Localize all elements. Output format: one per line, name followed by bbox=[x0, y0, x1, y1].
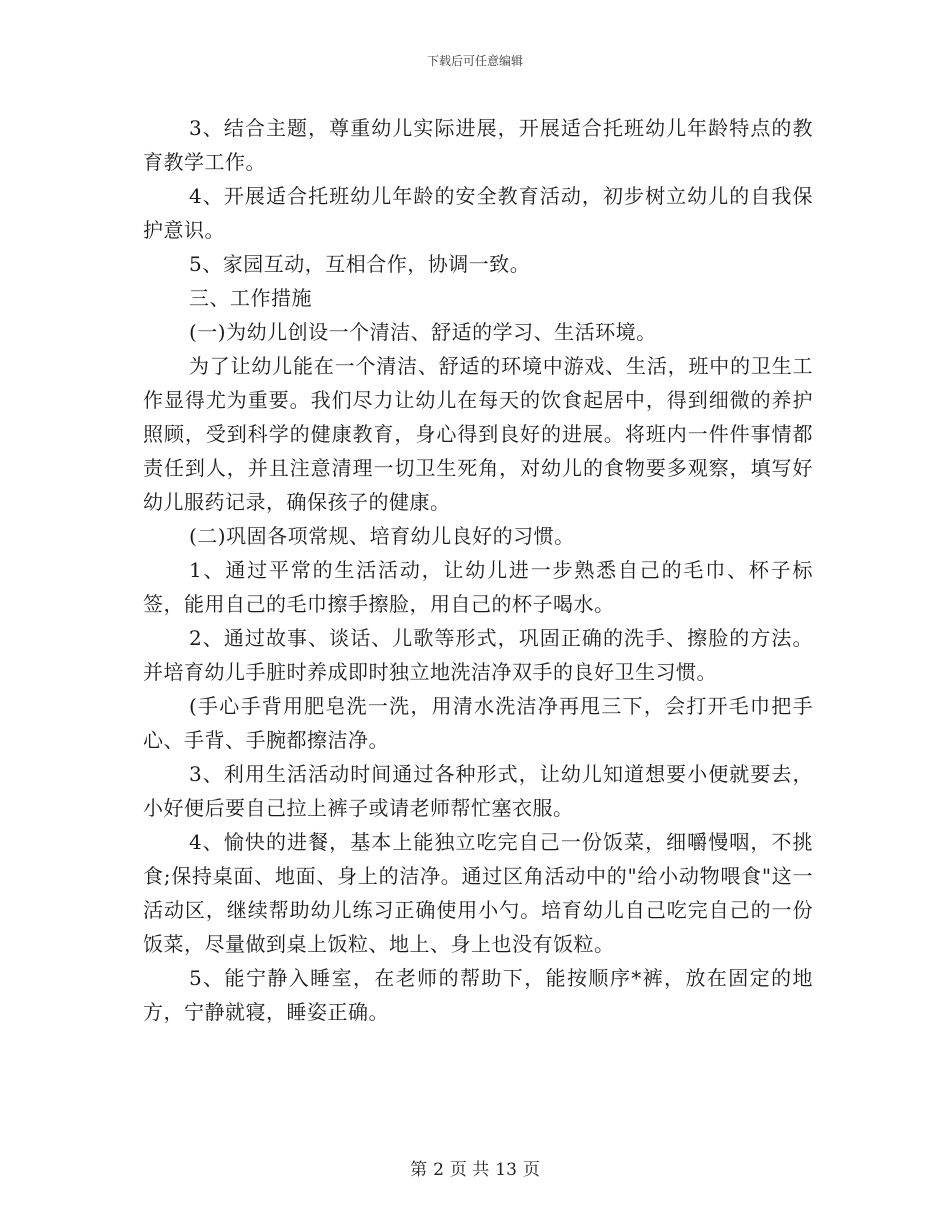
subheading-environment: (一)为幼儿创设一个清洁、舒适的学习、生活环境。 bbox=[189, 320, 657, 344]
paragraph-environment: 为了让幼儿能在一个清洁、舒适的环境中游戏、生活，班中的卫生工作显得尤为重要。我们尽力让幼儿在每天的饮食起居中，得到细微的养护照顾，受到科学的健康教育，身心得到良好的进展。将班内一件件事情都责任到人，并且注意清理一切卫生死角，对幼儿的食物要多观察，填写好幼儿服药记录，确保孩子的健康。 bbox=[143, 354, 813, 514]
footer-total-pages: 13 bbox=[495, 1160, 517, 1180]
paragraph-habit-5: 5、能宁静入睡室，在老师的帮助下，能按顺序*裤，放在固定的地方，宁静就寝，睡姿正确。 bbox=[143, 966, 813, 1024]
section-heading-measures: 三、工作措施 bbox=[189, 286, 312, 310]
footer-page-number: 2 bbox=[433, 1160, 444, 1180]
page-header: 下载后可任意编辑 bbox=[426, 54, 523, 68]
paragraph-handwashing: (手心手背用肥皂洗一洗，用清水洗洁净再甩三下，会打开毛巾把手心、手背、手腕都擦洁净。 bbox=[143, 694, 813, 752]
paragraph-item-4: 4、开展适合托班幼儿年龄的安全教育活动，初步树立幼儿的自我保护意识。 bbox=[143, 184, 813, 242]
footer-suffix: 页 bbox=[522, 1160, 540, 1180]
page-footer bbox=[0, 1155, 950, 1180]
paragraph-habit-4: 4、愉快的进餐，基本上能独立吃完自己一份饭菜，细嚼慢咽，不挑食;保持桌面、地面、身上的洁净。通过区角活动中的"给小动物喂食"这一活动区，继续帮助幼儿练习正确使用小勺。培育幼儿自己吃完自己的一份饭菜，尽量做到桌上饭粒、地上、身上也没有饭粒。 bbox=[143, 830, 813, 956]
paragraph-habit-2: 2、通过故事、谈话、儿歌等形式，巩固正确的洗手、擦脸的方法。并培育幼儿手脏时养成即时独立地洗洁净双手的良好卫生习惯。 bbox=[143, 626, 813, 684]
paragraph-habit-3: 3、利用生活活动时间通过各种形式，让幼儿知道想要小便就要去，小好便后要自己拉上裤子或请老师帮忙塞衣服。 bbox=[143, 762, 813, 820]
document-body bbox=[143, 111, 813, 1029]
footer-prefix: 第 bbox=[410, 1160, 428, 1180]
paragraph-item-3: 3、结合主题，尊重幼儿实际进展，开展适合托班幼儿年龄特点的教育教学工作。 bbox=[143, 116, 813, 174]
paragraph-habit-1: 1、通过平常的生活活动，让幼儿进一步熟悉自己的毛巾、杯子标签，能用自己的毛巾擦手擦脸，用自己的杯子喝水。 bbox=[143, 558, 813, 616]
paragraph-item-5: 5、家园互动，互相合作，协调一致。 bbox=[189, 252, 531, 276]
footer-middle: 页 共 bbox=[449, 1160, 490, 1180]
subheading-habits: (二)巩固各项常规、培育幼儿良好的习惯。 bbox=[189, 524, 575, 548]
